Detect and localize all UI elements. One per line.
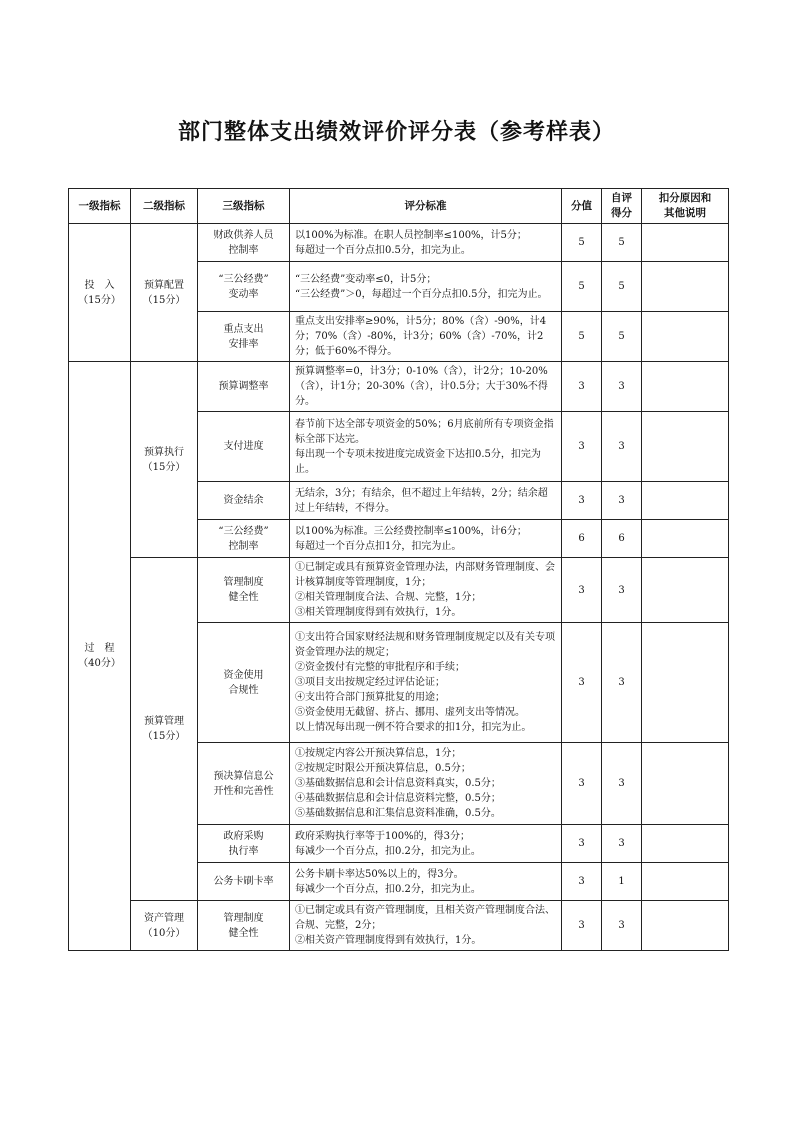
level2-budget-management: 预算管理 （15分） [131,558,198,901]
criteria-cell: 公务卡刷卡率达50%以上的，得3分。 每减少一个百分点，扣0.2分，扣完为止。 [290,863,562,901]
score-cell: 5 [562,312,602,362]
self-score-cell: 1 [602,863,642,901]
self-score-cell: 3 [602,362,642,412]
self-score-cell: 5 [602,312,642,362]
note-cell [642,623,729,743]
score-cell: 3 [562,901,602,951]
note-cell [642,901,729,951]
note-cell [642,412,729,482]
level2-budget-allocation: 预算配置 （15分） [131,224,198,362]
self-score-cell: 3 [602,825,642,863]
score-cell: 6 [562,520,602,558]
level1-input: 投 入 （15分） [69,224,131,362]
score-cell: 3 [562,623,602,743]
level3-cell: 资金使用 合规性 [198,623,290,743]
criteria-cell: 预算调整率=0，计3分；0-10%（含），计2分；10-20%（含），计1分；20-30%（含），计0.5分；大于30%不得分。 [290,362,562,412]
level3-cell: 重点支出 安排率 [198,312,290,362]
self-score-cell: 3 [602,482,642,520]
note-cell [642,863,729,901]
level3-cell: 支付进度 [198,412,290,482]
note-cell [642,224,729,262]
self-score-cell: 5 [602,224,642,262]
header-criteria: 评分标准 [290,189,562,224]
criteria-cell: ①按规定内容公开预决算信息，1分； ②按规定时限公开预决算信息，0.5分； ③基础数据信息和会计信息资料真实，0.5分； ④基础数据信息和会计信息资料完整，0.5分； ⑤基础数据信息和汇集信息资料准确，0.5分。 [290,743,562,825]
level3-cell: 政府采购 执行率 [198,825,290,863]
score-cell: 3 [562,825,602,863]
score-cell: 5 [562,224,602,262]
self-score-cell: 3 [602,901,642,951]
header-self-score: 自评 得分 [602,189,642,224]
table-row [69,362,729,412]
page-title: 部门整体支出绩效评价评分表（参考样表） [177,119,615,145]
header-level2: 二级指标 [131,189,198,224]
level3-cell: 管理制度 健全性 [198,901,290,951]
level3-cell: 预算调整率 [198,362,290,412]
note-cell [642,482,729,520]
level3-cell: 管理制度 健全性 [198,558,290,623]
level2-budget-execution: 预算执行 （15分） [131,362,198,558]
score-cell: 3 [562,558,602,623]
note-cell [642,558,729,623]
criteria-cell: 以100%为标准。在职人员控制率≤100%，计5分； 每超过一个百分点扣0.5分，扣完为止。 [290,224,562,262]
header-score: 分值 [562,189,602,224]
criteria-cell: 重点支出安排率≥90%，计5分；80%（含）-90%，计4分；70%（含）-80%，计3分；60%（含）-70%，计2分；低于60%不得分。 [290,312,562,362]
score-cell: 3 [562,863,602,901]
level3-cell: 资金结余 [198,482,290,520]
level3-cell: 公务卡刷卡率 [198,863,290,901]
self-score-cell: 3 [602,412,642,482]
header-level3: 三级指标 [198,189,290,224]
level3-cell: “三公经费” 控制率 [198,520,290,558]
level3-cell: “三公经费” 变动率 [198,262,290,312]
level1-process: 过 程 （40分） [69,362,131,951]
note-cell [642,262,729,312]
score-cell: 3 [562,743,602,825]
level3-cell: 预决算信息公 开性和完善性 [198,743,290,825]
self-score-cell: 3 [602,558,642,623]
level2-asset-management: 资产管理 （10分） [131,901,198,951]
self-score-cell: 3 [602,743,642,825]
criteria-cell: ①已制定或具有预算资金管理办法，内部财务管理制度、会计核算制度等管理制度，1分； ②相关管理制度合法、合规、完整，1分； ③相关管理制度得到有效执行，1分。 [290,558,562,623]
table-row [69,224,729,262]
score-cell: 5 [562,262,602,312]
criteria-cell: 政府采购执行率等于100%的，得3分； 每减少一个百分点，扣0.2分，扣完为止。 [290,825,562,863]
score-cell: 3 [562,412,602,482]
evaluation-table [68,188,729,951]
criteria-cell: 以100%为标准。三公经费控制率≤100%，计6分； 每超过一个百分点扣1分，扣完为止。 [290,520,562,558]
level3-cell: 财政供养人员 控制率 [198,224,290,262]
score-cell: 3 [562,482,602,520]
criteria-cell: 春节前下达全部专项资金的50%；6月底前所有专项资金指标全部下达完。 每出现一个专项未按进度完成资金下达扣0.5分，扣完为止。 [290,412,562,482]
score-cell: 3 [562,362,602,412]
self-score-cell: 6 [602,520,642,558]
table-row [69,901,729,951]
table-row [69,558,729,623]
self-score-cell: 5 [602,262,642,312]
criteria-cell: “三公经费”变动率≤0，计5分； “三公经费”＞0，每超过一个百分点扣0.5分，扣完为止。 [290,262,562,312]
criteria-cell: 无结余，3分；有结余，但不超过上年结转，2分；结余超过上年结转，不得分。 [290,482,562,520]
note-cell [642,743,729,825]
note-cell [642,520,729,558]
criteria-cell: ①支出符合国家财经法规和财务管理制度规定以及有关专项资金管理办法的规定； ②资金拨付有完整的审批程序和手续； ③项目支出按规定经过评估论证； ④支出符合部门预算批复的用途； ⑤资金使用无截留、挤占、挪用、虚列支出等情况。 以上情况每出现一例不符合要求的扣1分，扣完为止。 [290,623,562,743]
header-notes: 扣分原因和 其他说明 [642,189,729,224]
note-cell [642,362,729,412]
table-header-row [69,189,729,224]
criteria-cell: ①已制定或具有资产管理制度，且相关资产管理制度合法、合规、完整，2分； ②相关资产管理制度得到有效执行，1分。 [290,901,562,951]
header-level1: 一级指标 [69,189,131,224]
note-cell [642,312,729,362]
note-cell [642,825,729,863]
self-score-cell: 3 [602,623,642,743]
